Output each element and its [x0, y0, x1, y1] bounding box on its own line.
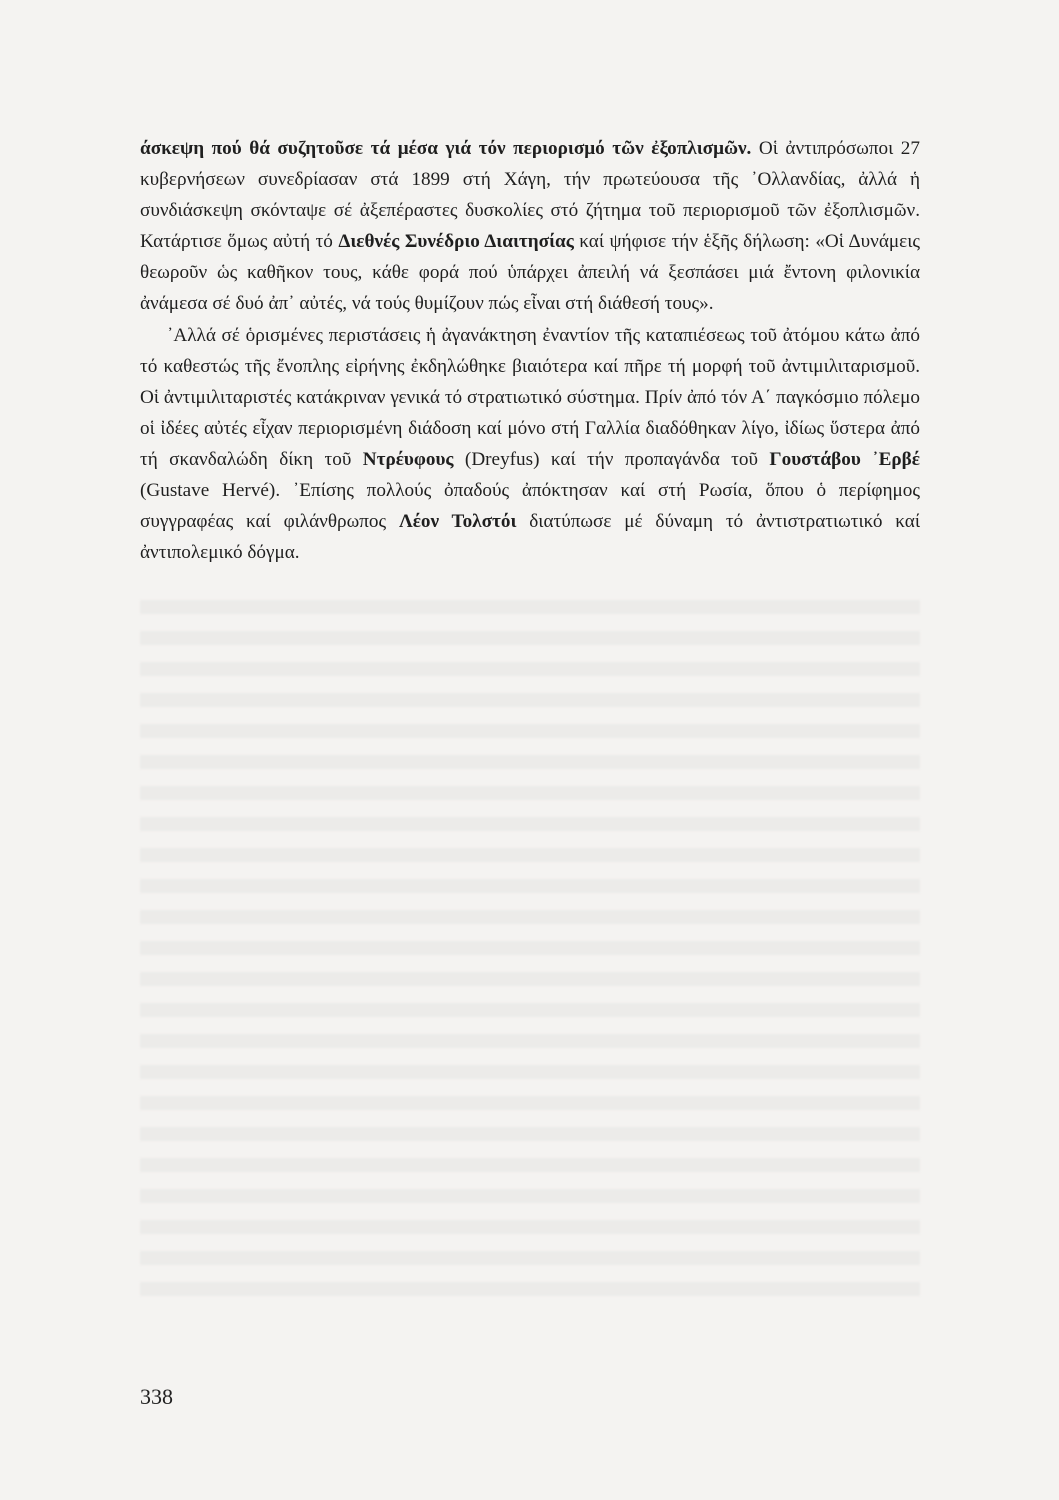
text-run: διατύπωσε μέ δύναμη τό ἀντιστρατιωτικό καί ἀντιπολεμικό δόγμα. [140, 511, 920, 564]
bleed-through-shadow [140, 600, 920, 1300]
text-run: καί ψήφισε τήν ἑξῆς δήλωση: «Οἱ Δυνάμεις θεωροῦν ὡς καθῆκον τους, κάθε φορά πού ὑπάρχει ἀπειλή νά ξεσπάσει μιά ἔντονη φιλονικία ἀνάμεσα σέ δυό ἀπ᾿ αὐτές, νά τούς θυμίζουν πώς εἶναι στή διάθεσή τους». [140, 231, 920, 315]
text-run: Οἱ ἀντιπρόσωποι 27 κυβερνήσεων συνεδρίασαν στά 1899 στή Χάγη, τήν πρωτεύουσα τῆς ᾿Ολλανδίας, ἀλλά ἡ συνδιάσκεψη σκόνταψε σέ ἀξεπέραστες δυσκολίες στό ζήτημα τοῦ περιορισμοῦ τῶν ἐξοπλισμῶν. Κατάρτισε ὅμως αὐτή τό [140, 138, 920, 253]
bold-name-tolstoy: Λέον Τολστόι [398, 511, 517, 533]
paragraph-2 [140, 320, 920, 569]
page-number: 338 [140, 1384, 173, 1409]
bold-lead: άσκεψη πού θά συζητοῦσε τά μέσα γιά τόν περιορισμό τῶν ἐξοπλισμῶν. [140, 138, 752, 159]
body-text [140, 133, 920, 568]
text-run: (Dreyfus) καί τήν προπαγάνδα τοῦ [453, 448, 770, 470]
bold-name-herve: Γουστάβου ᾿Ερβέ [769, 448, 920, 470]
text-run: (Gustave Hervé). ᾿Επίσης πολλούς ὀπαδούς ἀπόκτησαν καί στή Ρωσία, ὅπου ὁ περίφημος συγγραφέας καί φιλάνθρωπος [140, 480, 920, 533]
bold-term-arbitration-congress: Διεθνές Συνέδριο Διαιτησίας [338, 231, 574, 253]
bold-name-dreyfus: Ντρέυφους [362, 448, 454, 470]
text-run: ᾿Αλλά σέ ὁρισμένες περιστάσεις ἡ ἀγανάκτηση ἐναντίον τῆς καταπιέσεως τοῦ ἀτόμου κάτω ἀπό τό καθεστώς τῆς ἔνοπλης εἰρήνης ἐκδηλώθηκε βιαιότερα καί πῆρε τή μορφή τοῦ ἀντιμιλιταρισμοῦ. Οἱ ἀντιμιλιταριστές κατάκριναν γενικά τό στρατιωτικό σύστημα. Πρίν ἀπό τόν Α΄ παγκόσμιο πόλεμο οἱ ἰδέες αὐτές εἶχαν περιορισμένη διάδοση καί μόνο στή Γαλλία διαδόθηκαν λίγο, ἰδίως ὕστερα ἀπό τή σκανδαλώδη δίκη τοῦ [140, 324, 920, 470]
paragraph-1 [140, 133, 920, 320]
